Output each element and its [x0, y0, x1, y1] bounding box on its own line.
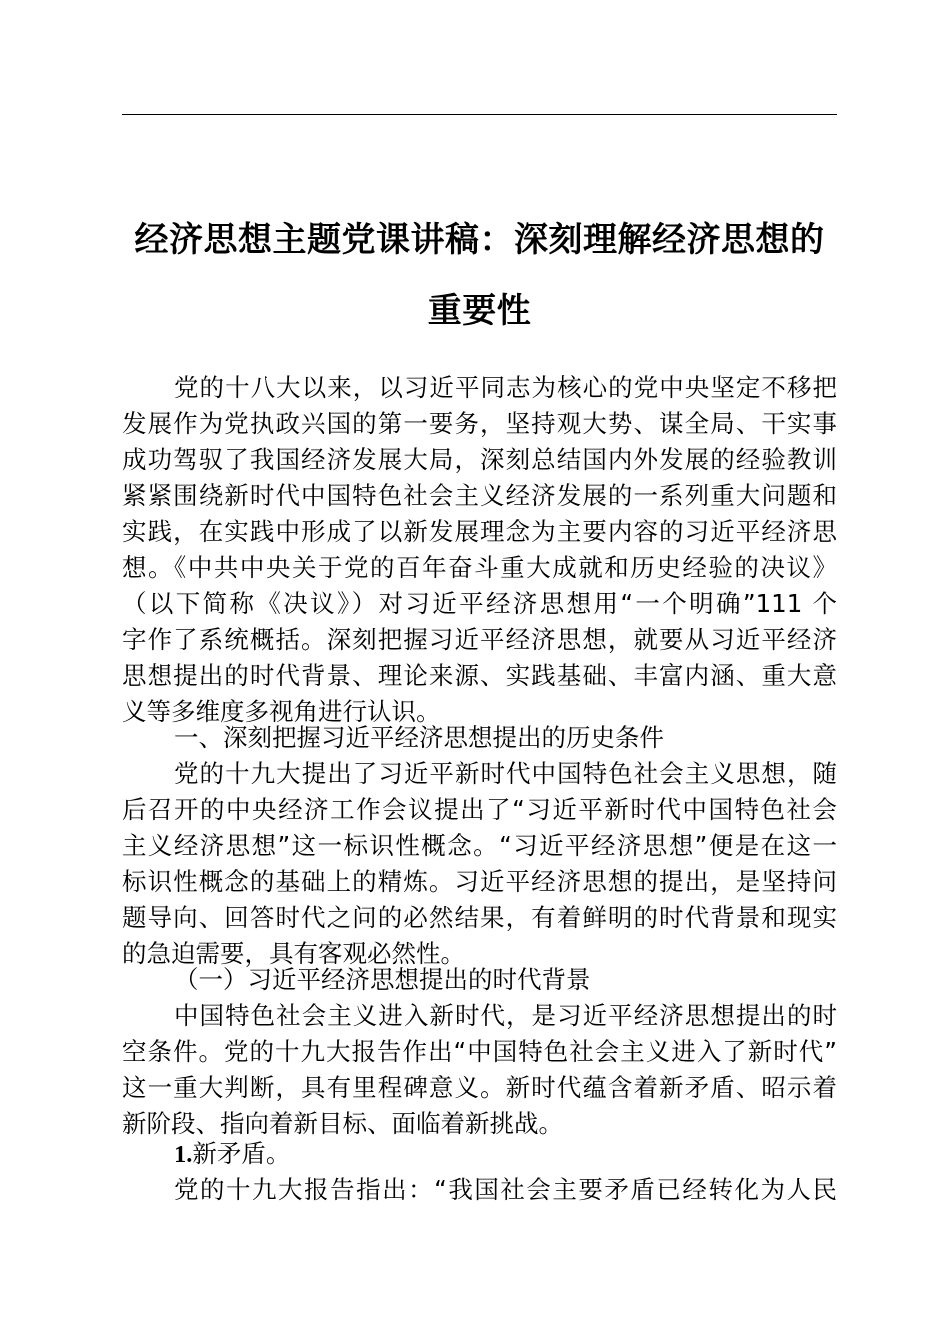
header-rule — [122, 114, 837, 115]
paragraph-line: 新阶段、指向着新目标、面临着新挑战。 — [122, 1109, 563, 1138]
paragraph-line: 的急迫需要，具有客观必然性。 — [122, 939, 465, 968]
numbered-item-heading — [122, 1136, 837, 1173]
paragraph-line: 字作了系统概括。深刻把握习近平经济思想，就要从习近平经济 — [122, 625, 837, 654]
paragraph-line: 主义经济思想”这一标识性概念。“习近平经济思想”便是在这一 — [122, 831, 837, 860]
paragraph-line: 党的十九大提出了习近平新时代中国特色社会主义思想，随 — [174, 759, 837, 788]
paragraph-line: 成功驾驭了我国经济发展大局，深刻总结国内外发展的经验教训 — [122, 445, 837, 474]
paragraph-line: 实践，在实践中形成了以新发展理念为主要内容的习近平经济思 — [122, 517, 837, 546]
paragraph-line: 后召开的中央经济工作会议提出了“习近平新时代中国特色社会 — [122, 795, 837, 824]
paragraph-line: 题导向、回答时代之问的必然结果，有着鲜明的时代背景和现实 — [122, 903, 837, 932]
paragraph-line: 党的十九大报告指出：“我国社会主要矛盾已经转化为人民 — [174, 1175, 837, 1204]
paragraph-line: 这一重大判断，具有里程碑意义。新时代蕴含着新矛盾、昭示着 — [122, 1073, 837, 1102]
document-title-line-1: 经济思想主题党课讲稿：深刻理解经济思想的 — [134, 220, 825, 260]
paragraph-line: 党的十八大以来，以习近平同志为核心的党中央坚定不移把 — [174, 373, 837, 402]
paragraph-line: 中国特色社会主义进入新时代，是习近平经济思想提出的时 — [174, 1001, 837, 1030]
paragraph-line: 义等多维度多视角进行认识。 — [122, 697, 441, 726]
section-heading: 一、深刻把握习近平经济思想提出的历史条件 — [174, 723, 664, 752]
item-title: 新矛盾。 — [192, 1139, 291, 1168]
paragraph-line: （以下简称《决议》）对习近平经济思想用“一个明确”111 个 — [122, 589, 837, 618]
paragraph-line: 想。《中共中央关于党的百年奋斗重大成就和历史经验的决议》 — [122, 553, 837, 582]
document-title-line-2: 重要性 — [427, 291, 532, 331]
paragraph-line: 空条件。党的十九大报告作出“中国特色社会主义进入了新时代” — [122, 1037, 837, 1066]
paragraph-line: 思想提出的时代背景、理论来源、实践基础、丰富内涵、重大意 — [122, 661, 837, 690]
paragraph-line: 紧紧围绕新时代中国特色社会主义经济发展的一系列重大问题和 — [122, 481, 837, 510]
paragraph-line: 标识性概念的基础上的精炼。习近平经济思想的提出，是坚持问 — [122, 867, 837, 896]
item-number: 1. — [174, 1141, 193, 1168]
paragraph-line: 发展作为党执政兴国的第一要务，坚持观大势、谋全局、干实事 — [122, 409, 837, 438]
subsection-heading: （一）习近平经济思想提出的时代背景 — [174, 965, 591, 994]
